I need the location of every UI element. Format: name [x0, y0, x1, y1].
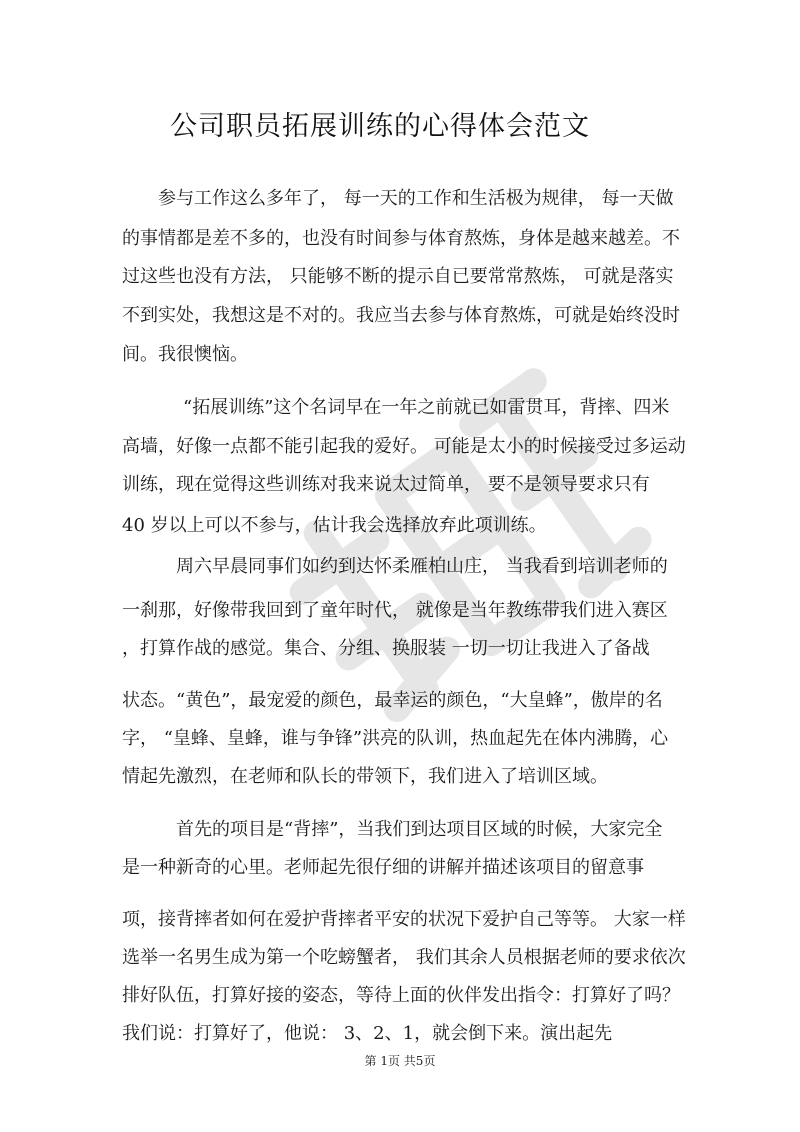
paragraph-line: 我们说：打算好了，他说： 3、2、1，就会倒下来。演出起先 — [122, 1023, 613, 1044]
paragraph-line: 字， “皇蜂、皇蜂，谁与争锋”洪亮的队训，热血起先在体内沸腾，心 — [122, 728, 669, 749]
paragraph-line: 周六早晨同事们如约到达怀柔雁柏山庄， 当我看到培训老师的 — [176, 556, 668, 577]
paragraph-line: ，打算作战的感觉。集合、分组、换服装 一切一切让我进入了备战 — [122, 638, 650, 659]
paragraph-line: 一刹那，好像带我回到了童年时代， 就像是当年教练带我们进入赛区 — [122, 600, 668, 621]
page-number-footer: 第 1页 共5页 — [364, 1054, 436, 1068]
paragraph-line: 首先的项目是“背摔”，当我们到达项目区域的时候，大家完全 — [176, 819, 663, 840]
paragraph-line: 是一种新奇的心里。老师起先很仔细的讲解并描述该项目的留意事 — [122, 857, 644, 878]
paragraph-line: 排好队伍，打算好接的姿态，等待上面的伙伴发出指令：打算好了吗？ — [122, 985, 680, 1006]
paragraph-line: 项，接背摔者如何在爱护背摔者平安的状况下爱护自己等等。 大家一样 — [122, 909, 686, 930]
paragraph-line: 情起先激烈，在老师和队长的带领下，我们进入了培训区域。 — [122, 766, 608, 787]
paragraph-line: 选举一名男生成为第一个吃螃蟹者， 我们其余人员根据老师的要求依次 — [122, 947, 686, 968]
paragraph-line: 间。我很懊恼。 — [122, 344, 248, 365]
paragraph-line: 状态。“黄色”，最宠爱的颜色，最幸运的颜色，“大皇蜂”，傲岸的名 — [122, 690, 663, 711]
paragraph-line: 训练，现在觉得这些训练对我来说太过简单， 要不是领导要求只有 — [122, 474, 650, 495]
paragraph-line: 过这些也没有方法， 只能够不断的提示自已要常常熬炼， 可就是落实 — [122, 266, 674, 287]
document-title: 公司职员拓展训练的心得体会范文 — [170, 111, 590, 142]
paragraph-line: “拓展训练”这个名词早在一年之前就已如雷贯耳，背摔、四米 — [183, 397, 670, 418]
paragraph-line: 40 岁以上可以不参与，估计我会选择放弃此项训练。 — [122, 515, 547, 536]
paragraph-line: 高墙，好像一点都不能引起我的爱好。 可能是太小的时候接受过多运动 — [122, 436, 686, 457]
paragraph-line: 参与工作这么多年了， 每一天的工作和生活极为规律， 每一天做 — [158, 188, 674, 209]
paragraph-line: 不到实处，我想这是不对的。我应当去参与体育熬炼，可就是始终没时 — [122, 305, 680, 326]
paragraph-line: 的事情都是差不多的，也没有时间参与体育熬炼，身体是越来越差。不 — [122, 228, 680, 249]
